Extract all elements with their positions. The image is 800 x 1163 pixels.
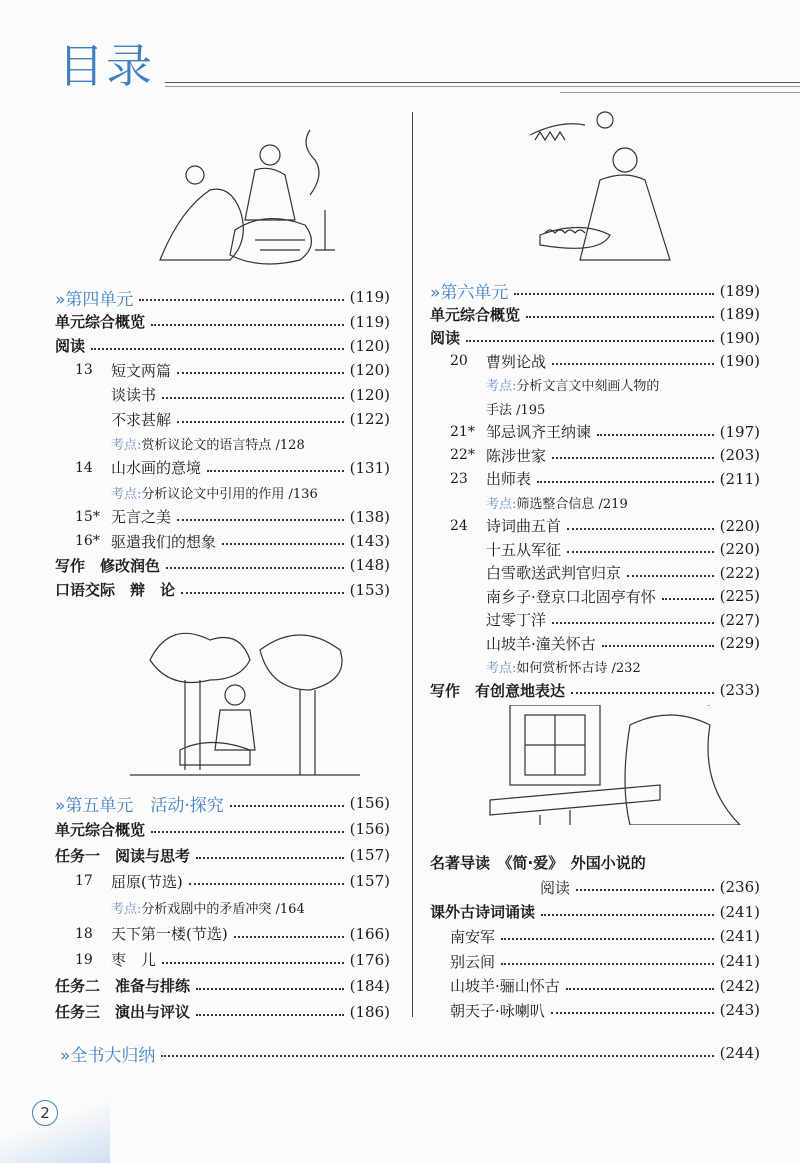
entry-page: (166) <box>349 924 390 943</box>
dot-leader <box>566 988 714 990</box>
entry-page: (241) <box>719 902 760 921</box>
dot-leader <box>207 470 344 472</box>
entry-page: (157) <box>349 872 390 891</box>
dot-leader <box>177 372 344 374</box>
entry-title: 分析文言文中刻画人物的 <box>516 379 660 395</box>
toc-entry[interactable] <box>430 585 760 609</box>
entry-title: »第五单元 活动·探究 <box>55 795 224 816</box>
illustration-scholar-window <box>480 705 780 825</box>
entry-number: 15* <box>75 508 100 525</box>
entry-title: 分析议论文中引用的作用 /136 <box>141 486 318 502</box>
entry-page: (190) <box>719 352 760 371</box>
entry-title: 阅读 <box>540 878 571 897</box>
toc-extras <box>430 850 760 1023</box>
entry-page: (122) <box>349 410 390 429</box>
entry-title: 山坡羊·潼关怀古 <box>486 634 596 653</box>
entry-title: 山坡羊·骊山怀古 <box>450 977 560 996</box>
entry-title: 驱遣我们的想象 <box>111 532 217 551</box>
entry-title: 阅读 <box>55 337 86 356</box>
entry-title: 白雪歌送武判官归京 <box>486 564 622 583</box>
entry-title: 南乡子·登京口北固亭有怀 <box>486 587 656 606</box>
entry-page: (220) <box>719 540 760 559</box>
entry-title: 手法 /195 <box>486 402 546 418</box>
toc-entry[interactable] <box>430 561 760 585</box>
exam-point-note <box>55 431 390 455</box>
toc-entry[interactable] <box>430 350 760 374</box>
dot-leader <box>552 457 714 459</box>
entry-page: (131) <box>349 458 390 477</box>
toc-entry[interactable] <box>55 816 390 842</box>
dot-leader <box>177 421 344 423</box>
toc-entry[interactable] <box>430 998 760 1023</box>
entry-title: 单元综合概览 <box>430 305 521 324</box>
toc-entry[interactable] <box>430 608 760 632</box>
dot-leader <box>576 889 714 891</box>
page-title: 目录 <box>58 39 154 93</box>
entry-title: 短文两篇 <box>111 361 172 380</box>
exam-point-label: 考点: <box>111 486 142 502</box>
entry-page: (241) <box>719 927 760 946</box>
entry-title: 如何赏析怀古诗 /232 <box>516 661 641 677</box>
header-rule <box>165 82 800 83</box>
toc-entry[interactable] <box>430 467 760 491</box>
dot-leader <box>166 567 344 569</box>
entry-title: 写作 修改润色 <box>55 556 161 575</box>
toc-entry[interactable] <box>55 456 390 480</box>
entry-page: (236) <box>719 878 760 897</box>
illustration-boy-reading <box>130 620 360 780</box>
exam-point-note <box>430 397 760 421</box>
entry-page: (119) <box>349 288 390 307</box>
dot-leader <box>151 324 344 326</box>
toc-entry[interactable] <box>430 420 760 444</box>
entry-title: 不求甚解 <box>111 410 172 429</box>
entry-page: (211) <box>719 469 760 488</box>
toc-entry[interactable] <box>55 973 390 999</box>
entry-page: (244) <box>719 1044 760 1062</box>
toc-unit-6 <box>430 279 760 702</box>
entry-title: 课外古诗词诵读 <box>430 903 536 922</box>
dot-leader <box>222 543 344 545</box>
entry-page: (225) <box>719 587 760 606</box>
entry-page: (120) <box>349 336 390 355</box>
dot-leader <box>501 963 714 965</box>
toc-entry[interactable] <box>55 578 390 602</box>
toc-entry[interactable] <box>55 505 390 529</box>
entry-page: (197) <box>719 422 760 441</box>
dot-leader <box>514 293 713 295</box>
toc-entry[interactable] <box>60 1040 760 1066</box>
exam-point-label: 考点: <box>111 438 142 454</box>
entry-page: (186) <box>349 1002 390 1021</box>
entry-page: (148) <box>349 556 390 575</box>
toc-entry[interactable] <box>55 790 390 816</box>
dot-leader <box>181 592 344 594</box>
toc-entry[interactable] <box>55 947 390 973</box>
entry-page: (243) <box>719 1001 760 1020</box>
entry-title: 写作 有创意地表达 <box>430 681 566 700</box>
toc-entry[interactable] <box>55 868 390 894</box>
dot-leader <box>196 857 344 859</box>
entry-title: 枣 儿 <box>111 951 157 970</box>
dot-leader <box>567 551 714 553</box>
entry-number: 16* <box>75 533 100 550</box>
entry-title: 赏析议论文的语言特点 /128 <box>141 438 305 454</box>
entry-title: 筛选整合信息 /219 <box>516 496 628 512</box>
entry-page: (189) <box>719 281 760 300</box>
entry-title: 诗词曲五首 <box>486 517 562 536</box>
dot-leader <box>571 692 714 694</box>
toc-entry[interactable] <box>55 309 390 333</box>
dot-leader <box>466 340 714 342</box>
entry-page: (184) <box>349 976 390 995</box>
toc-entry[interactable] <box>430 279 760 303</box>
entry-number: 21* <box>450 423 475 440</box>
toc-entry[interactable] <box>430 949 760 974</box>
entry-title: 陈涉世家 <box>486 446 547 465</box>
entry-title: 曹刿论战 <box>486 352 547 371</box>
toc-entry[interactable] <box>55 285 390 309</box>
toc-summary <box>60 1040 760 1066</box>
entry-number: 14 <box>75 459 93 476</box>
entry-page: (227) <box>719 610 760 629</box>
dot-leader <box>551 1012 714 1014</box>
dot-leader <box>162 962 344 964</box>
entry-number: 23 <box>450 470 468 487</box>
entry-title: 十五从军征 <box>486 540 562 559</box>
toc-entry[interactable] <box>430 303 760 327</box>
entry-title: 过零丁洋 <box>486 611 547 630</box>
dot-leader <box>189 883 344 885</box>
entry-number: 18 <box>75 925 93 942</box>
toc-entry[interactable] <box>430 326 760 350</box>
toc-entry[interactable] <box>430 444 760 468</box>
dot-leader <box>552 622 714 624</box>
toc-entry[interactable] <box>55 553 390 577</box>
entry-title: 出师表 <box>486 470 532 489</box>
entry-title: »第四单元 <box>55 289 134 310</box>
dot-leader <box>526 316 714 318</box>
entry-title: 单元综合概览 <box>55 820 146 839</box>
exam-point-note <box>430 655 760 679</box>
toc-entry[interactable] <box>430 924 760 949</box>
toc-entry[interactable] <box>55 383 390 407</box>
dot-leader <box>537 481 714 483</box>
illustration-man-with-child <box>530 105 700 265</box>
exam-point-note <box>55 480 390 504</box>
page-corner-decoration <box>0 1093 110 1163</box>
entry-number: 20 <box>450 353 468 370</box>
dot-leader <box>196 988 344 990</box>
entry-page: (189) <box>719 305 760 324</box>
dot-leader <box>597 434 714 436</box>
entry-title: 任务二 准备与排练 <box>55 977 191 996</box>
exam-point-label: 考点: <box>486 496 517 512</box>
entry-title: 单元综合概览 <box>55 313 146 332</box>
toc-unit-5 <box>55 790 390 1025</box>
exam-point-note <box>430 373 760 397</box>
dot-leader <box>196 1014 344 1016</box>
entry-title: 别云间 <box>450 952 496 971</box>
entry-title: 屈原(节选) <box>111 872 183 891</box>
toc-entry[interactable] <box>430 899 760 924</box>
toc-entry[interactable] <box>430 679 760 703</box>
entry-page: (222) <box>719 563 760 582</box>
dot-leader <box>501 938 714 940</box>
entry-title: 阅读 <box>430 329 461 348</box>
dot-leader <box>139 299 343 301</box>
entry-page: (120) <box>349 385 390 404</box>
entry-title: 无言之美 <box>111 508 172 527</box>
header-rule <box>165 86 800 87</box>
entry-title: 朝天子·咏喇叭 <box>450 1001 545 1020</box>
entry-page: (229) <box>719 634 760 653</box>
entry-page: (156) <box>349 820 390 839</box>
toc-entry[interactable] <box>55 407 390 431</box>
toc-entry[interactable] <box>430 514 760 538</box>
entry-title: 天下第一楼(节选) <box>111 925 228 944</box>
entry-page: (233) <box>719 681 760 700</box>
entry-title: 分析戏剧中的矛盾冲突 /164 <box>141 901 305 917</box>
column-divider <box>412 112 413 1017</box>
toc-entry[interactable] <box>55 999 390 1025</box>
entry-title: 山水画的意境 <box>111 459 202 478</box>
dot-leader <box>161 1055 713 1057</box>
entry-page: (157) <box>349 846 390 865</box>
toc-entry <box>430 850 760 875</box>
dot-leader <box>177 519 344 521</box>
toc-entry[interactable] <box>55 529 390 553</box>
entry-number: 13 <box>75 362 93 379</box>
entry-page: (156) <box>349 794 390 813</box>
entry-title: »第六单元 <box>430 283 509 304</box>
entry-number: 22* <box>450 447 475 464</box>
entry-page: (190) <box>719 328 760 347</box>
dot-leader <box>230 805 344 807</box>
entry-page: (138) <box>349 507 390 526</box>
entry-page: (143) <box>349 532 390 551</box>
dot-leader <box>234 936 344 938</box>
entry-page: (203) <box>719 446 760 465</box>
toc-entry[interactable] <box>55 334 390 358</box>
page-number: 2 <box>32 1100 58 1126</box>
exam-point-label: 考点: <box>486 379 517 395</box>
entry-number: 24 <box>450 517 468 534</box>
entry-page: (120) <box>349 361 390 380</box>
entry-title: »全书大归纳 <box>60 1045 156 1066</box>
exam-point-note <box>430 491 760 515</box>
dot-leader <box>602 645 714 647</box>
entry-page: (176) <box>349 950 390 969</box>
exam-point-note <box>55 894 390 920</box>
dot-leader <box>552 363 714 365</box>
dot-leader <box>162 397 344 399</box>
toc-entry[interactable] <box>55 920 390 946</box>
entry-page: (119) <box>349 312 390 331</box>
exam-point-label: 考点: <box>111 901 142 917</box>
dot-leader <box>567 528 714 530</box>
toc-entry[interactable] <box>430 538 760 562</box>
entry-page: (220) <box>719 516 760 535</box>
exam-point-label: 考点: <box>486 661 517 677</box>
toc-entry[interactable] <box>430 875 760 900</box>
entry-title: 任务三 演出与评议 <box>55 1003 191 1022</box>
header-rule <box>560 92 800 93</box>
toc-entry[interactable] <box>430 973 760 998</box>
entry-title: 南安军 <box>450 927 496 946</box>
entry-number: 17 <box>75 873 93 890</box>
illustration-scholars-drinking <box>140 110 370 270</box>
entry-title: 谈读书 <box>111 386 157 405</box>
entry-page: (153) <box>349 580 390 599</box>
dot-leader <box>541 914 714 916</box>
dot-leader <box>151 831 344 833</box>
entry-title: 邹忌讽齐王纳谏 <box>486 423 592 442</box>
entry-title: 口语交际 辩 论 <box>55 581 176 600</box>
toc-entry[interactable] <box>430 632 760 656</box>
dot-leader <box>662 598 714 600</box>
entry-page: (241) <box>719 952 760 971</box>
toc-unit-4 <box>55 285 390 602</box>
entry-title: 任务一 阅读与思考 <box>55 846 191 865</box>
dot-leader <box>91 348 344 350</box>
entry-title: 名著导读 《简·爱》 外国小说的 <box>430 853 646 872</box>
toc-entry[interactable] <box>55 358 390 382</box>
toc-entry[interactable] <box>55 842 390 868</box>
entry-page: (242) <box>719 976 760 995</box>
dot-leader <box>627 575 714 577</box>
entry-number: 19 <box>75 951 93 968</box>
